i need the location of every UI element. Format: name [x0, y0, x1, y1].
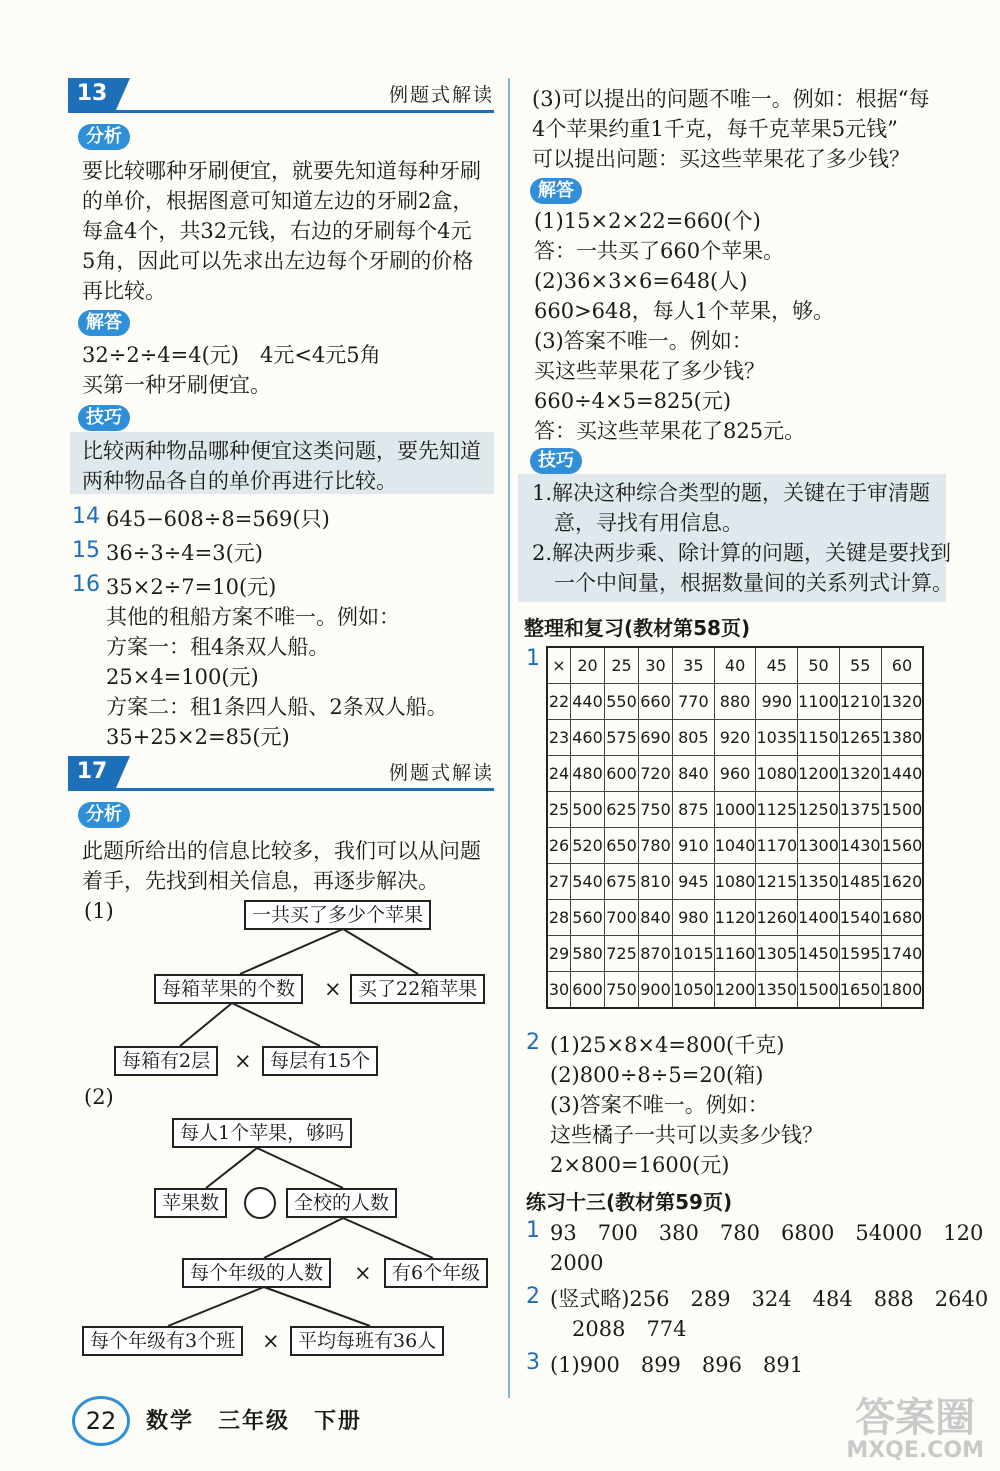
table-cell: 1560	[881, 828, 923, 864]
question-14-text: 645−608÷8=569(只)	[106, 507, 330, 531]
table-cell: 650	[605, 828, 639, 864]
table-cell: 625	[605, 792, 639, 828]
table-cell: 880	[714, 684, 756, 720]
table-row	[547, 900, 923, 936]
table-cell: 600	[571, 972, 605, 1009]
table-row-header: 30	[547, 972, 571, 1009]
table-cell: 960	[714, 756, 756, 792]
operator: ×	[354, 1261, 372, 1285]
table-cell: 1375	[839, 792, 881, 828]
diagram-2-left-box: 苹果数	[154, 1188, 227, 1218]
table-cell: 460	[571, 720, 605, 756]
table-header-cell: 60	[881, 647, 923, 684]
table-header-cell: 40	[714, 647, 756, 684]
analysis-text: 此题所给出的信息比较多，我们可以从问题 着手，先找到相关信息，再逐步解决。	[82, 839, 481, 893]
table-cell: 1100	[798, 684, 840, 720]
operator: ×	[234, 1049, 252, 1073]
exercise-2-text: (竖式略)256 289 324 484 888 2640 2088 774	[550, 1287, 989, 1341]
question-16-text: 35×2÷7=10(元) 其他的租船方案不唯一。例如： 方案一：租4条双人船。 25×4=100(元) 方案二：租1条四人船、2条双人船。 35+25×2=85(元)	[106, 575, 448, 749]
table-row-header: 22	[547, 684, 571, 720]
diagram-2-top-box: 每人1个苹果，够吗	[172, 1118, 352, 1148]
table-cell: 1350	[798, 864, 840, 900]
table-cell: 540	[571, 864, 605, 900]
diagram-1-top-box: 一共买了多少个苹果	[244, 900, 431, 930]
question-3-text: (3)可以提出的问题不唯一。例如：根据“每 4个苹果约重1千克，每千克苹果5元钱” 可以提出问题：买这些苹果花了多少钱？	[532, 87, 930, 171]
diagram-1-right-box: 买了22箱苹果	[350, 974, 485, 1004]
table-cell: 1200	[798, 756, 840, 792]
table-row-header: 25	[547, 792, 571, 828]
table-cell: 1160	[714, 936, 756, 972]
table-cell: 1320	[839, 756, 881, 792]
table-cell: 550	[605, 684, 639, 720]
analysis-tag: 分析	[78, 802, 130, 828]
table-cell: 810	[639, 864, 673, 900]
table-cell: 1450	[798, 936, 840, 972]
table-cell: 1485	[839, 864, 881, 900]
diagram-1-lines	[0, 0, 508, 1400]
table-cell: 560	[571, 900, 605, 936]
table-header-cell: 45	[756, 647, 798, 684]
table-cell: 1170	[756, 828, 798, 864]
question-number-16: 16	[72, 572, 100, 597]
table-row-header: 23	[547, 720, 571, 756]
table-cell: 1680	[881, 900, 923, 936]
table-cell: 690	[639, 720, 673, 756]
table-cell: 1120	[714, 900, 756, 936]
tip-tag: 技巧	[78, 405, 130, 431]
table-cell: 1540	[839, 900, 881, 936]
section-number: 13	[68, 78, 116, 110]
table-row-header: 27	[547, 864, 571, 900]
table-cell: 660	[639, 684, 673, 720]
table-cell: 750	[605, 972, 639, 1009]
table-cell: 1800	[881, 972, 923, 1009]
table-cell: 1080	[756, 756, 798, 792]
table-header-row	[547, 647, 923, 684]
multiplication-table	[546, 646, 924, 1009]
table-row	[547, 756, 923, 792]
table-cell: 675	[605, 864, 639, 900]
answer-tag: 解答	[530, 178, 582, 204]
table-header-cell: 35	[673, 647, 715, 684]
question-number-15: 15	[72, 538, 100, 563]
review-title: 整理和复习(教材第58页)	[524, 616, 751, 640]
table-cell: 700	[605, 900, 639, 936]
answer-text: 32÷2÷4=4(元) 4元<4元5角 买第一种牙刷便宜。	[82, 343, 381, 397]
table-cell: 870	[639, 936, 673, 972]
question-15-text: 36÷3÷4=3(元)	[106, 541, 263, 565]
page-number: 22	[72, 1396, 130, 1446]
table-cell: 945	[673, 864, 715, 900]
question-number-14: 14	[72, 504, 100, 529]
diagram-1-left-box: 每箱苹果的个数	[154, 974, 303, 1004]
table-cell: 1150	[798, 720, 840, 756]
part-label-2: (2)	[84, 1085, 114, 1109]
tip-tag: 技巧	[530, 448, 582, 474]
table-row	[547, 864, 923, 900]
analysis-tag: 分析	[78, 124, 130, 150]
table-cell: 1500	[881, 792, 923, 828]
analysis-text: 要比较哪种牙刷便宜，就要先知道每种牙刷 的单价，根据图意可知道左边的牙刷2盒， 每盒4个，共32元钱，右边的牙刷每个4元 5角，因此可以先求出左边每个牙刷的价格 再比较。	[82, 159, 481, 303]
table-cell: 575	[605, 720, 639, 756]
exercise-number-3: 3	[526, 1350, 540, 1375]
table-header-cell: 20	[571, 647, 605, 684]
section-label: 例题式解读	[388, 84, 494, 106]
table-cell: 910	[673, 828, 715, 864]
table-cell: 1620	[881, 864, 923, 900]
table-cell: 1400	[798, 900, 840, 936]
table-cell: 1500	[798, 972, 840, 1009]
table-row	[547, 828, 923, 864]
column-divider	[508, 78, 510, 1398]
diagram-2-bottom-right-box: 平均每班有36人	[290, 1326, 444, 1356]
table-row-header: 28	[547, 900, 571, 936]
table-cell: 1595	[839, 936, 881, 972]
tip-text: 1.解决这种综合类型的题，关键在于审清题 意，寻找有用信息。 2.解决两步乘、除计算的问题，关键是要找到 一个中间量，根据数量间的关系列式计算。	[532, 481, 953, 595]
table-row-header: 24	[547, 756, 571, 792]
table-cell: 1350	[756, 972, 798, 1009]
diagram-2-right-box: 全校的人数	[286, 1188, 397, 1218]
table-cell: 1260	[756, 900, 798, 936]
operator: ×	[262, 1329, 280, 1353]
exercise-number-2: 2	[526, 1284, 540, 1309]
table-cell: 1125	[756, 792, 798, 828]
table-cell: 1300	[798, 828, 840, 864]
table-corner-cell: ×	[547, 647, 571, 684]
table-cell: 1305	[756, 936, 798, 972]
operator: ×	[324, 977, 342, 1001]
table-cell: 1015	[673, 936, 715, 972]
table-cell: 920	[714, 720, 756, 756]
table-row	[547, 792, 923, 828]
table-cell: 1080	[714, 864, 756, 900]
diagram-2-mid-left-box: 每个年级的人数	[182, 1258, 331, 1288]
question-2-text: (1)25×8×4=800(千克) (2)800÷8÷5=20(箱) (3)答案不唯一。例如： 这些橘子一共可以卖多少钱？ 2×800=1600(元)	[550, 1033, 823, 1177]
table-cell: 805	[673, 720, 715, 756]
question-number-2: 2	[526, 1030, 540, 1055]
table-cell: 1200	[714, 972, 756, 1009]
table-cell: 1740	[881, 936, 923, 972]
book-title: 数学 三年级 下册	[146, 1409, 363, 1434]
table-row	[547, 936, 923, 972]
table-cell: 840	[673, 756, 715, 792]
table-header-cell: 50	[798, 647, 840, 684]
table-cell: 875	[673, 792, 715, 828]
table-row	[547, 720, 923, 756]
table-cell: 500	[571, 792, 605, 828]
table-cell: 1210	[839, 684, 881, 720]
table-cell: 1035	[756, 720, 798, 756]
table-cell: 1000	[714, 792, 756, 828]
table-cell: 480	[571, 756, 605, 792]
table-cell: 990	[756, 684, 798, 720]
exercise-title: 练习十三(教材第59页)	[526, 1190, 733, 1214]
table-row	[547, 972, 923, 1009]
answer-tag: 解答	[78, 310, 130, 336]
table-cell: 750	[639, 792, 673, 828]
table-cell: 580	[571, 936, 605, 972]
table-header-cell: 30	[639, 647, 673, 684]
diagram-2-bottom-left-box: 每个年级有3个班	[82, 1326, 243, 1356]
answer-text: (1)15×2×22=660(个) 答：一共买了660个苹果。 (2)36×3×6=648(人) 660>648，每人1个苹果，够。 (3)答案不唯一。例如： 买这些苹果花了多少钱？ 660÷4×5=825(元) 答：买这些苹果花了825元。	[534, 209, 835, 443]
diagram-2-mid-right-box: 有6个年级	[384, 1258, 488, 1288]
table-row	[547, 684, 923, 720]
exercise-number-1: 1	[526, 1218, 540, 1243]
table-cell: 840	[639, 900, 673, 936]
table-cell: 600	[605, 756, 639, 792]
comparison-circle	[245, 1188, 275, 1218]
table-cell: 980	[673, 900, 715, 936]
table-cell: 780	[639, 828, 673, 864]
table-cell: 520	[571, 828, 605, 864]
watermark: 答案圈 MXQE.COM	[846, 1395, 984, 1463]
exercise-1-text: 93 700 380 780 6800 54000 120 2000	[550, 1221, 984, 1275]
table-header-cell: 55	[839, 647, 881, 684]
table-header-cell: 25	[605, 647, 639, 684]
tip-text: 比较两种物品哪种便宜这类问题，要先知道 两种物品各自的单价再进行比较。	[82, 439, 481, 493]
diagram-1-bottom-left-box: 每箱有2层	[114, 1046, 218, 1076]
table-cell: 1650	[839, 972, 881, 1009]
table-cell: 1320	[881, 684, 923, 720]
table-cell: 1440	[881, 756, 923, 792]
table-cell: 1050	[673, 972, 715, 1009]
table-cell: 1265	[839, 720, 881, 756]
diagram-1-bottom-right-box: 每层有15个	[262, 1046, 378, 1076]
table-cell: 770	[673, 684, 715, 720]
question-number-1: 1	[526, 646, 540, 671]
section-number: 17	[68, 756, 116, 788]
exercise-3-text: (1)900 899 896 891	[550, 1353, 804, 1377]
table-row-header: 26	[547, 828, 571, 864]
part-label-1: (1)	[84, 899, 114, 923]
table-row-header: 29	[547, 936, 571, 972]
table-cell: 900	[639, 972, 673, 1009]
table-cell: 1250	[798, 792, 840, 828]
table-cell: 1380	[881, 720, 923, 756]
table-cell: 1430	[839, 828, 881, 864]
table-cell: 1215	[756, 864, 798, 900]
table-cell: 720	[639, 756, 673, 792]
table-cell: 1040	[714, 828, 756, 864]
table-cell: 725	[605, 936, 639, 972]
section-label: 例题式解读	[388, 762, 494, 784]
table-cell: 440	[571, 684, 605, 720]
